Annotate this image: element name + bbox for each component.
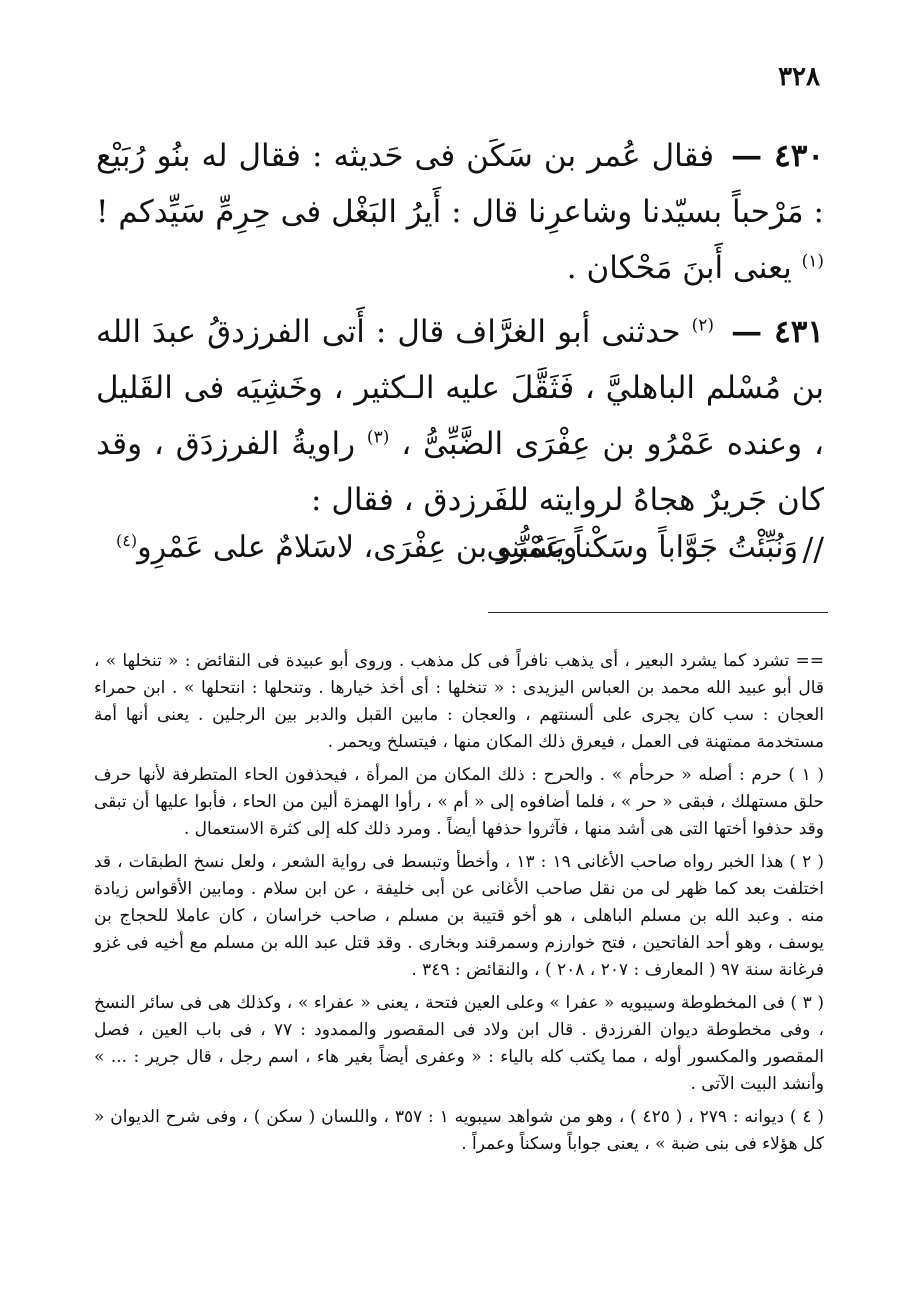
footnote-ref[interactable]: (١) [801,251,824,272]
footnote-4: ( ٤ ) ديوانه : ٢٧٩ ، ( ٤٢٥ ) ، وهو من شواهد سيبويه ١ : ٣٥٧ ، واللسان ( سكن ) ، وفى شرح الديوان « كل هؤلاء فى بنى ضبة » ، يعنى جواباً وسكناً وعمراً . [94,1107,824,1154]
paragraph-number: ٤٣١ — [731,314,825,350]
footnote-1: ( ١ ) حرم : أصله « حرحأم » . والحرح : ذلك المكان من المرأة ، فيحذفون الحاء المتطرفة لأنها حرف حلق مستهلك ، فبقى « حر » ، فلما أضافوه إلى « أم » ، رأوا الهمزة ألين من الحاء ، فأبوا عليها أن تبقى وقد حذفوا أختها التى هى أشد منها ، فآثروا حذفها أيضاً . ومرد ذلك كله إلى كثرة الاستعمال . [94,765,824,839]
footnote-ref[interactable]: (٤) [116,531,138,550]
footnote-divider [488,612,828,613]
verse-text: وعَمْرَو بن عِفْرَى، لاسَلامٌ على عَمْرِو [137,530,578,565]
verse-marker: // [802,530,824,568]
paragraph-431 [96,304,824,528]
footnote-ref[interactable]: (٢) [691,315,715,336]
footnote-3: ( ٣ ) فى المخطوطة وسيبويه « عفرا » وعلى العين فتحة ، يعنى « عفراء » ، وكذلك هى فى سائر النسخ ، وفى مخطوطة ديوان الفرزدق . قال ابن ولاد فى المقصور والممدود : ٧٧ ، فى باب العين ، فصل المقصور والمكسور أوله ، مما يكتب كله بالياء : « وعفرى أيضاً بغير هاء ، اسم رجل ، قال جرير : ... » وأنشد البيت الآتى . [94,993,824,1094]
page-number: ٣٢٨ [778,62,820,92]
main-text [96,128,824,536]
paragraph-text: راويةُ الفرزدَق ، وقد كان جَريرٌ هجاهُ لروايته للفَرزدق ، فقال : [96,426,824,518]
paragraph-text: حدثنى أبو الغرَّاف قال : أَتى الفرزدقُ عبدَ الله بن مُسْلم الباهليَّ ، فَثَقَّلَ عليه الـكثير ، وخَشِيَه فى القَليل ، وعنده عَمْرُو بن عِفْرَى الضَّبِّىُّ ، [96,314,824,462]
paragraph-430 [96,128,824,296]
verse-hemistich-second [116,530,577,565]
paragraph-text: فقال عُمر بن سَكَن فى حَديثه : فقال له بنُو رُبَيْع : مَرْحباً بسيّدنا وشاعرِنا قال : أَيرُ البَغْل فى حِرِمِّ سَيِّدكم ! [96,138,824,230]
footnote-ref[interactable]: (٣) [366,427,390,448]
footnote-continued: == تشرد كما يشرد البعير ، أى يذهب نافراً فى كل مذهب . وروى أبو عبيدة فى النقائض : « تنخلها » ، قال أبو عبيد الله محمد بن العباس اليزيدى : « تنخلها : أى أخذ خيارها . وتنحلها : انتحلها » . ابن حمراء العجان : سب كان يجرى على ألسنتهم ، والعجان : مابين القبل والدبر بين الرجلين . يعنى أنها أمة مستخدمة ممتهنة فى العمل ، فيعرق ذلك المكان منها ، فيتسلخ ويحمر . [94,651,824,752]
footnote-2: ( ٢ ) هذا الخبر رواه صاحب الأغانى ١٩ : ١٣ ، وأخطأ وتبسط فى رواية الشعر ، ولعل نسخ الطبقات ، قد اختلفت بعد كما ظهر لى من نقل صاحب الأغانى عن أبى خليفة ، عن ابن سلام . ومابين الأقواس زيادة منه . وعبد الله بن مسلم الباهلى ، هو أخو قتيبة بن مسلم ، صاحب خراسان ، كان عاملا للحجاج بن يوسف ، وهو أحد الفاتحين ، فتح خوارزم وسمرقند وبخارى . وقد قتل عبد الله بن مسلم مع أخيه فى غزو فرغانة سنة ٩٧ ( المعارف : ٢٠٧ ، ٢٠٨ ) ، والنقائض : ٣٤٩ . [94,852,824,980]
paragraph-text: يعنى أَبنَ مَحْكان . [566,250,792,286]
poem-verse [96,530,824,590]
verse-hemistich-first: وَنُبِّئْتُ جَوَّاباً وسَكْناً يَسُبُّنِى [486,530,798,565]
footnotes [94,648,824,1164]
paragraph-number: ٤٣٠ — [731,138,825,174]
